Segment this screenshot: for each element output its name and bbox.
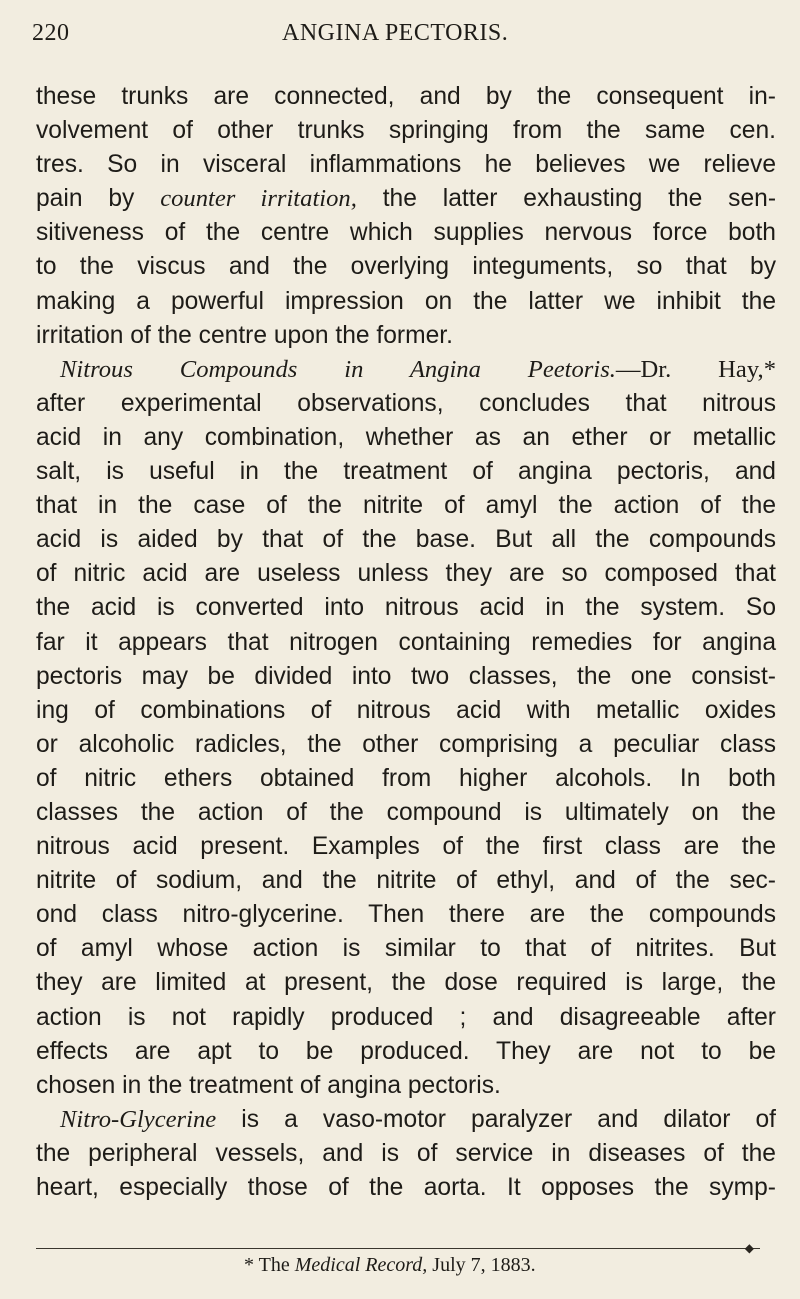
text-line: of amyl whose action is similar to that of nitrites. But xyxy=(36,935,776,963)
text-line: tres. So in visceral inflammations he believes we relieve xyxy=(36,151,776,179)
text-line: acid in any combination, whether as an ether or metallic xyxy=(36,423,776,451)
text-run: pain by xyxy=(36,185,161,213)
italic-phrase: counter irritation, xyxy=(160,185,357,213)
text-line: heart, especially those of the aorta. It opposes the symp- xyxy=(36,1174,776,1201)
body-text xyxy=(36,80,776,1205)
text-line: acid is aided by that of the base. But all the compounds xyxy=(36,526,776,554)
text-line: chosen in the treatment of angina pectoris. xyxy=(36,1071,501,1099)
section-heading: Nitrous Compounds in Angina Peetoris. xyxy=(60,355,616,383)
text-line: volvement of other trunks springing from the same cen. xyxy=(36,117,776,145)
text-line: pectoris may be divided into two classes, the one consist- xyxy=(36,662,776,690)
text-line: ond class nitro-glycerine. Then there are the compounds xyxy=(36,901,776,929)
section-heading-line xyxy=(36,353,776,387)
text-line xyxy=(36,182,776,216)
footnote xyxy=(244,1254,536,1277)
running-title: ANGINA PECTORIS. xyxy=(282,20,509,46)
text-line: salt, is useful in the treatment of angina pectoris, and xyxy=(36,458,776,486)
text-line: the peripheral vessels, and is of service in diseases of the xyxy=(36,1139,776,1167)
text-line: after experimental observations, concludes that nitrous xyxy=(36,389,776,417)
section-heading-line xyxy=(36,1103,776,1137)
text-line: classes the action of the compound is ultimately on the xyxy=(36,798,776,826)
text-line: they are limited at present, the dose required is large, the xyxy=(36,969,776,997)
text-line: of nitric acid are useless unless they are so composed that xyxy=(36,560,776,588)
text-line: these trunks are connected, and by the consequent in- xyxy=(36,83,776,110)
text-run: the latter exhausting the sen- xyxy=(356,185,777,213)
paragraph-2 xyxy=(36,353,776,1103)
footnote-rule xyxy=(36,1248,760,1249)
text-line: far it appears that nitrogen containing remedies for angina xyxy=(36,628,776,656)
text-line: ing of combinations of nitrous acid with metallic oxides xyxy=(36,696,776,724)
text-line: irritation of the centre upon the former. xyxy=(36,321,453,349)
text-line: nitrite of sodium, and the nitrite of ethyl, and of the sec- xyxy=(36,867,776,895)
footnote-date: July 7, 1883. xyxy=(427,1254,536,1276)
text-line: action is not rapidly produced ; and disagreeable after xyxy=(36,1003,776,1031)
text-line: to the viscus and the overlying integuments, so that by xyxy=(36,253,776,281)
text-run: —Dr. Hay,* xyxy=(615,355,776,383)
text-line: making a powerful impression on the latter we inhibit the xyxy=(36,287,776,315)
footnote-marker: * The xyxy=(244,1254,295,1276)
section-heading: Nitro-Glycerine xyxy=(60,1105,217,1133)
text-line: effects are apt to be produced. They are not to be xyxy=(36,1037,776,1065)
paragraph-3 xyxy=(36,1103,776,1205)
text-line: nitrous acid present. Examples of the first class are the xyxy=(36,833,776,861)
text-line: that in the case of the nitrite of amyl the action of the xyxy=(36,492,776,520)
rule-ornament-icon: ◆ xyxy=(744,1241,754,1255)
running-head xyxy=(32,14,776,56)
paragraph-1 xyxy=(36,80,776,353)
text-run: is a vaso-motor paralyzer and dilator of xyxy=(216,1105,776,1133)
text-line: of nitric ethers obtained from higher alcohols. In both xyxy=(36,764,776,792)
page-number: 220 xyxy=(32,20,70,46)
text-line: the acid is converted into nitrous acid in the system. So xyxy=(36,594,776,622)
footnote-source: Medical Record, xyxy=(294,1254,428,1276)
text-line: sitiveness of the centre which supplies nervous force both xyxy=(36,219,776,247)
text-line: or alcoholic radicles, the other comprising a peculiar class xyxy=(36,730,776,758)
